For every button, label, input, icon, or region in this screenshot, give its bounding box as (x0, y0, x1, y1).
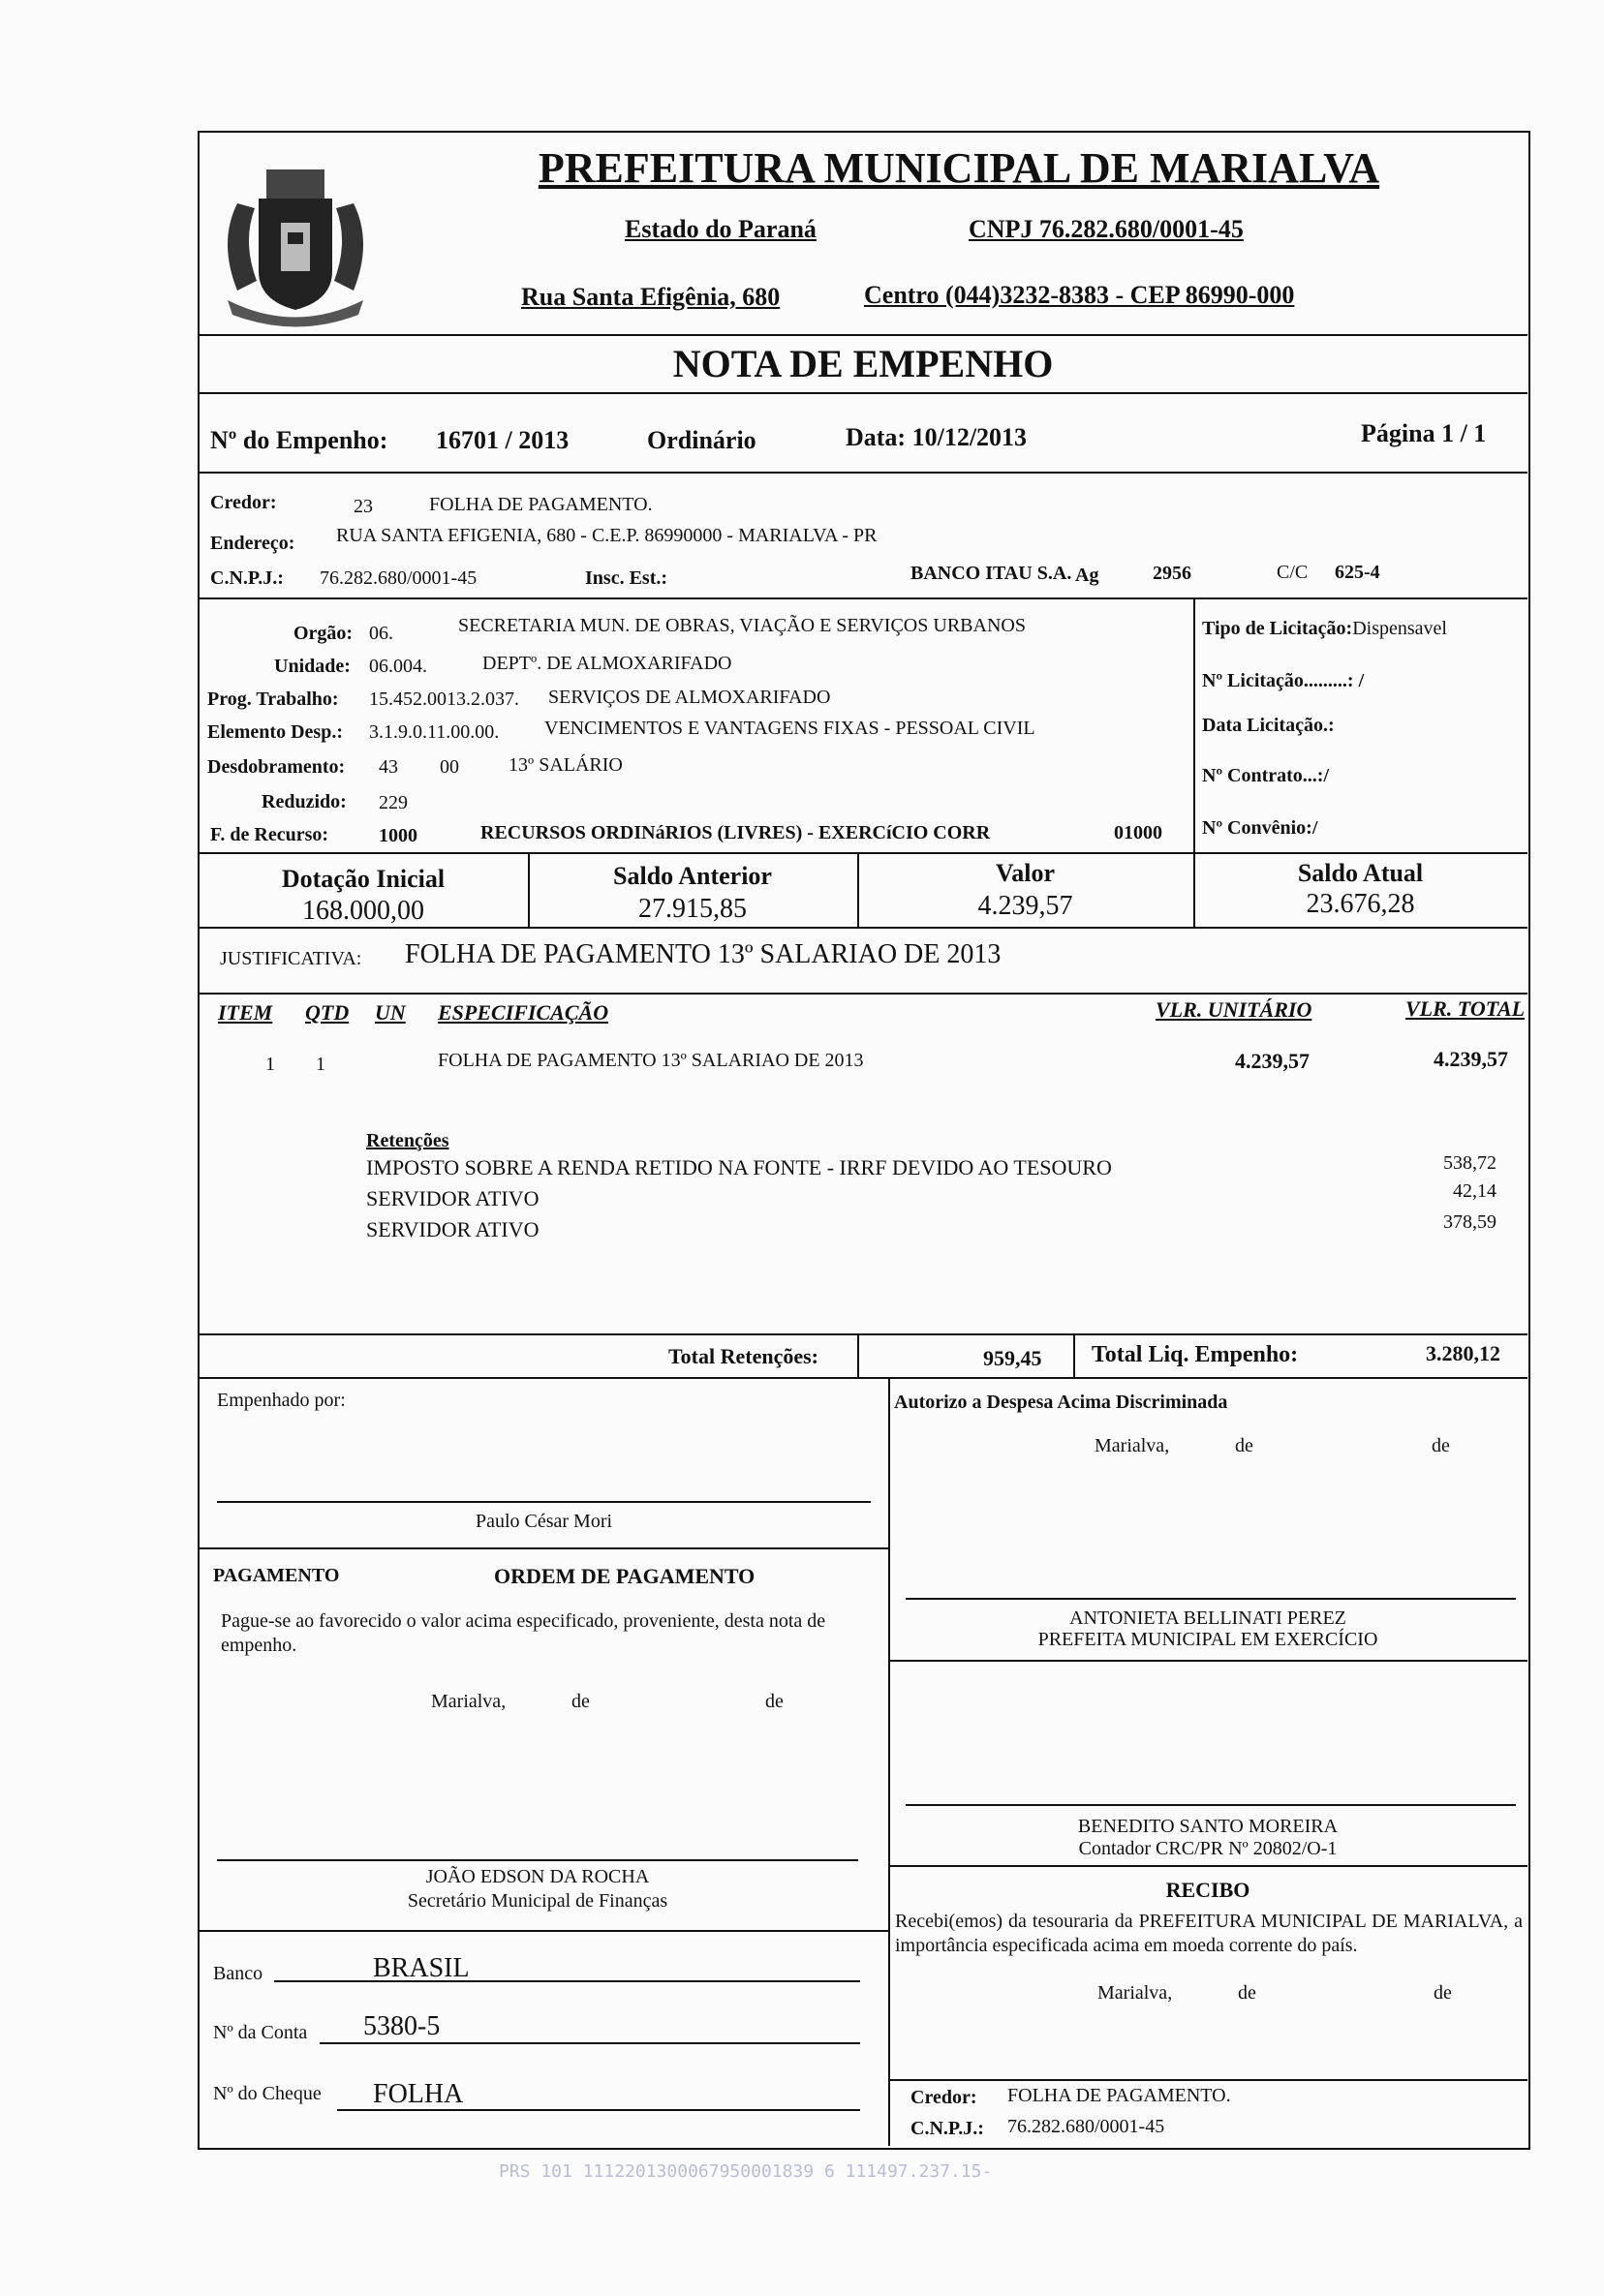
recibo-de2: de (1434, 1982, 1452, 2004)
items-header-espec: ESPECIFICAÇÃO (438, 1000, 609, 1025)
header-cnpj: CNPJ 76.282.680/0001-45 (969, 215, 1244, 243)
orgao: SECRETARIA MUN. DE OBRAS, VIAÇÃO E SERVIÇOS URBANOS (458, 615, 1026, 636)
empenho-page: Página 1 / 1 (1361, 419, 1487, 447)
justificativa-label: JUSTIFICATIVA: (220, 948, 362, 969)
red-label: Reduzido: (262, 791, 347, 812)
item-espec: FOLHA DE PAGAMENTO 13º SALARIAO DE 2013 (438, 1050, 864, 1071)
credor-name: FOLHA DE PAGAMENTO. (429, 494, 653, 515)
banco-label: Banco (213, 1963, 263, 1984)
endereco: RUA SANTA EFIGENIA, 680 - C.E.P. 86990000 - MARIALVA - PR (336, 525, 878, 546)
empenho-date: Data: 10/12/2013 (846, 423, 1028, 451)
prog-code: 15.452.0013.2.037. (369, 689, 519, 710)
signature-line (217, 1501, 871, 1503)
empenhado-label: Empenhado por: (217, 1390, 346, 1411)
dotacao-inicial-label: Dotação Inicial (281, 865, 446, 893)
empenho-label: Nº do Empenho: (210, 426, 388, 454)
licitacao-contrato: Nº Contrato...:/ (1202, 765, 1330, 786)
doc-title: NOTA DE EMPENHO (672, 342, 1054, 385)
red: 229 (379, 792, 408, 813)
retencao-desc: SERVIDOR ATIVO (366, 1186, 540, 1210)
empenhado-nome: Paulo César Mori (475, 1511, 613, 1532)
divider (1073, 1333, 1075, 1377)
valor: 4.239,57 (977, 891, 1073, 921)
cheque-value: FOLHA (373, 2079, 464, 2109)
recibo-credor-label: Credor: (910, 2087, 977, 2108)
secretario-nome: JOÃO EDSON DA ROCHA (425, 1866, 650, 1887)
divider (199, 334, 1527, 336)
banco-value: BRASIL (373, 1953, 470, 1983)
item-total: 4.239,57 (1434, 1047, 1508, 1071)
licitacao-num: Nº Licitação.........: / (1202, 670, 1365, 691)
header-state: Estado do Paraná (625, 215, 817, 243)
total-retencoes: 959,45 (983, 1346, 1042, 1370)
item-number: 1 (265, 1054, 275, 1075)
saldo-anterior: 27.915,85 (638, 894, 747, 924)
retencoes-title: Retenções (366, 1130, 449, 1151)
pagamento-label: PAGAMENTO (213, 1565, 340, 1586)
saldo-atual-label: Saldo Atual (1297, 859, 1424, 887)
retencao-desc: SERVIDOR ATIVO (366, 1217, 540, 1241)
fonte-num: 01000 (1114, 822, 1162, 843)
pagamento-de2: de (765, 1691, 784, 1712)
retencao-value: 538,72 (1443, 1152, 1496, 1174)
recibo-texto: Recebi(emos) da tesouraria da PREFEITURA MUNICIPAL DE MARIALVA, a importância especificada acima em moeda corrente do país. (895, 1911, 1523, 1956)
divider (199, 1333, 1527, 1335)
credor-code: 23 (354, 496, 373, 517)
ag: 2956 (1153, 563, 1191, 584)
cheque-label: Nº do Cheque (213, 2083, 322, 2104)
licitacao-convenio: Nº Convênio:/ (1202, 817, 1318, 839)
signature-line (906, 1598, 1516, 1600)
cnpj-label: C.N.P.J.: (210, 567, 284, 589)
recibo-cnpj-label: C.N.P.J.: (910, 2118, 984, 2139)
divider (199, 472, 1527, 474)
desd-b: 00 (440, 756, 459, 778)
valor-label: Valor (995, 859, 1056, 887)
conta-label: Nº da Conta (213, 2022, 308, 2043)
signature-line (217, 1859, 858, 1861)
divider (857, 1333, 859, 1377)
autorizo-text: Autorizo a Despesa Acima Discriminada (894, 1392, 1228, 1413)
prefeita-nome: ANTONIETA BELLINATI PEREZ (1069, 1607, 1346, 1629)
divider (199, 993, 1527, 995)
banco: BANCO ITAU S.A. (910, 563, 1072, 584)
recibo-local: Marialva, (1097, 1982, 1173, 2004)
empenho-type: Ordinário (647, 426, 756, 454)
divider (888, 2079, 1527, 2081)
licitacao-data: Data Licitação.: (1202, 715, 1335, 736)
insc-label: Insc. Est.: (585, 567, 668, 589)
divider (199, 392, 1527, 394)
header-title: PREFEITURA MUNICIPAL DE MARIALVA (538, 144, 1380, 192)
desd: 13º SALÁRIO (509, 754, 623, 776)
desd-label: Desdobramento: (207, 756, 346, 778)
items-header-un: UN (375, 1000, 406, 1025)
credor-label: Credor: (210, 492, 277, 513)
retencao-value: 42,14 (1453, 1180, 1496, 1202)
saldo-anterior-label: Saldo Anterior (613, 862, 772, 890)
fonte-code: 1000 (379, 825, 417, 846)
recibo-credor: FOLHA DE PAGAMENTO. (1007, 2085, 1231, 2106)
divider (199, 1547, 888, 1549)
dotacao-inicial: 168.000,00 (302, 896, 424, 926)
divider (199, 1377, 1527, 1379)
contador-cargo: Contador CRC/PR Nº 20802/O-1 (1078, 1838, 1338, 1859)
signature-line (906, 1804, 1516, 1806)
prefeita-cargo: PREFEITA MUNICIPAL EM EXERCÍCIO (1037, 1629, 1378, 1650)
header-address: Rua Santa Efigênia, 680 (521, 283, 781, 311)
item-unit: 4.239,57 (1235, 1049, 1310, 1073)
saldo-atual: 23.676,28 (1306, 889, 1415, 919)
recibo-cnpj: 76.282.680/0001-45 (1007, 2116, 1165, 2137)
orgao-label: Orgão: (293, 623, 354, 644)
unidade-label: Unidade: (274, 656, 351, 677)
banco-line (274, 1980, 860, 1982)
unidade: DEPTº. DE ALMOXARIFADO (482, 653, 732, 674)
autorizo-de1: de (1235, 1435, 1253, 1456)
divider (199, 927, 1527, 929)
licitacao-tipo-value: Dispensavel (1352, 618, 1447, 639)
ag-label: Ag (1075, 565, 1099, 586)
empenho-number: 16701 / 2013 (436, 426, 570, 454)
items-header-qtd: QTD (305, 1000, 350, 1025)
secretario-cargo: Secretário Municipal de Finanças (407, 1890, 668, 1912)
total-liq: 3.280,12 (1426, 1341, 1500, 1365)
divider (199, 597, 1527, 599)
retencao-value: 378,59 (1443, 1211, 1496, 1233)
ordem-pagamento: ORDEM DE PAGAMENTO (494, 1564, 756, 1588)
cc: 625-4 (1335, 562, 1380, 583)
header-contact: Centro (044)3232-8383 - CEP 86990-000 (864, 281, 1295, 309)
elem-label: Elemento Desp.: (207, 721, 343, 743)
pagamento-local: Marialva, (431, 1691, 507, 1712)
justificativa-text: FOLHA DE PAGAMENTO 13º SALARIAO DE 2013 (405, 939, 1002, 969)
elem-code: 3.1.9.0.11.00.00. (369, 721, 500, 743)
footer-stamp: PRS 101 1112201300067950001839 6 111497.237.15- (499, 2161, 993, 2182)
items-header-item: ITEM (218, 1000, 273, 1025)
fonte-label: F. de Recurso: (210, 824, 329, 845)
conta-value: 5380-5 (363, 2011, 441, 2041)
unidade-code: 06.004. (369, 656, 427, 677)
prog: SERVIÇOS DE ALMOXARIFADO (548, 687, 831, 708)
divider (888, 1865, 1527, 1867)
orgao-code: 06. (369, 623, 393, 644)
autorizo-local: Marialva, (1095, 1435, 1170, 1456)
divider (199, 1930, 888, 1932)
autorizo-de2: de (1432, 1435, 1450, 1456)
recibo-title: RECIBO (1165, 1878, 1250, 1902)
cnpj: 76.282.680/0001-45 (320, 567, 478, 589)
elem: VENCIMENTOS E VANTAGENS FIXAS - PESSOAL CIVIL (544, 718, 1035, 739)
item-qtd: 1 (316, 1054, 325, 1075)
licitacao-tipo-label: Tipo de Licitação: (1202, 618, 1353, 639)
prog-label: Prog. Trabalho: (207, 689, 339, 710)
endereco-label: Endereço: (210, 533, 295, 554)
divider (888, 1377, 890, 2146)
desd-a: 43 (379, 756, 398, 778)
coat-of-arms-logo (199, 145, 392, 339)
items-header-total: VLR. TOTAL (1405, 996, 1526, 1021)
pagamento-de1: de (571, 1691, 590, 1712)
conta-line (320, 2042, 860, 2044)
fonte: RECURSOS ORDINáRIOS (LIVRES) - EXERCíCIO CORR (480, 822, 991, 843)
divider (888, 1660, 1527, 1662)
retencao-desc: IMPOSTO SOBRE A RENDA RETIDO NA FONTE - IRRF DEVIDO AO TESOURO (366, 1155, 1112, 1179)
pagamento-texto: Pague-se ao favorecido o valor acima especificado, proveniente, desta nota de empenho. (221, 1610, 826, 1656)
total-liq-label: Total Liq. Empenho: (1092, 1342, 1299, 1367)
divider (199, 852, 1527, 854)
items-header-unit: VLR. UNITÁRIO (1156, 997, 1312, 1022)
cc-label: C/C (1277, 562, 1309, 583)
licitacao-tipo (1202, 618, 1447, 640)
total-retencoes-label: Total Retenções: (668, 1344, 818, 1368)
contador-nome: BENEDITO SANTO MOREIRA (1077, 1816, 1339, 1837)
recibo-de1: de (1238, 1982, 1256, 2004)
